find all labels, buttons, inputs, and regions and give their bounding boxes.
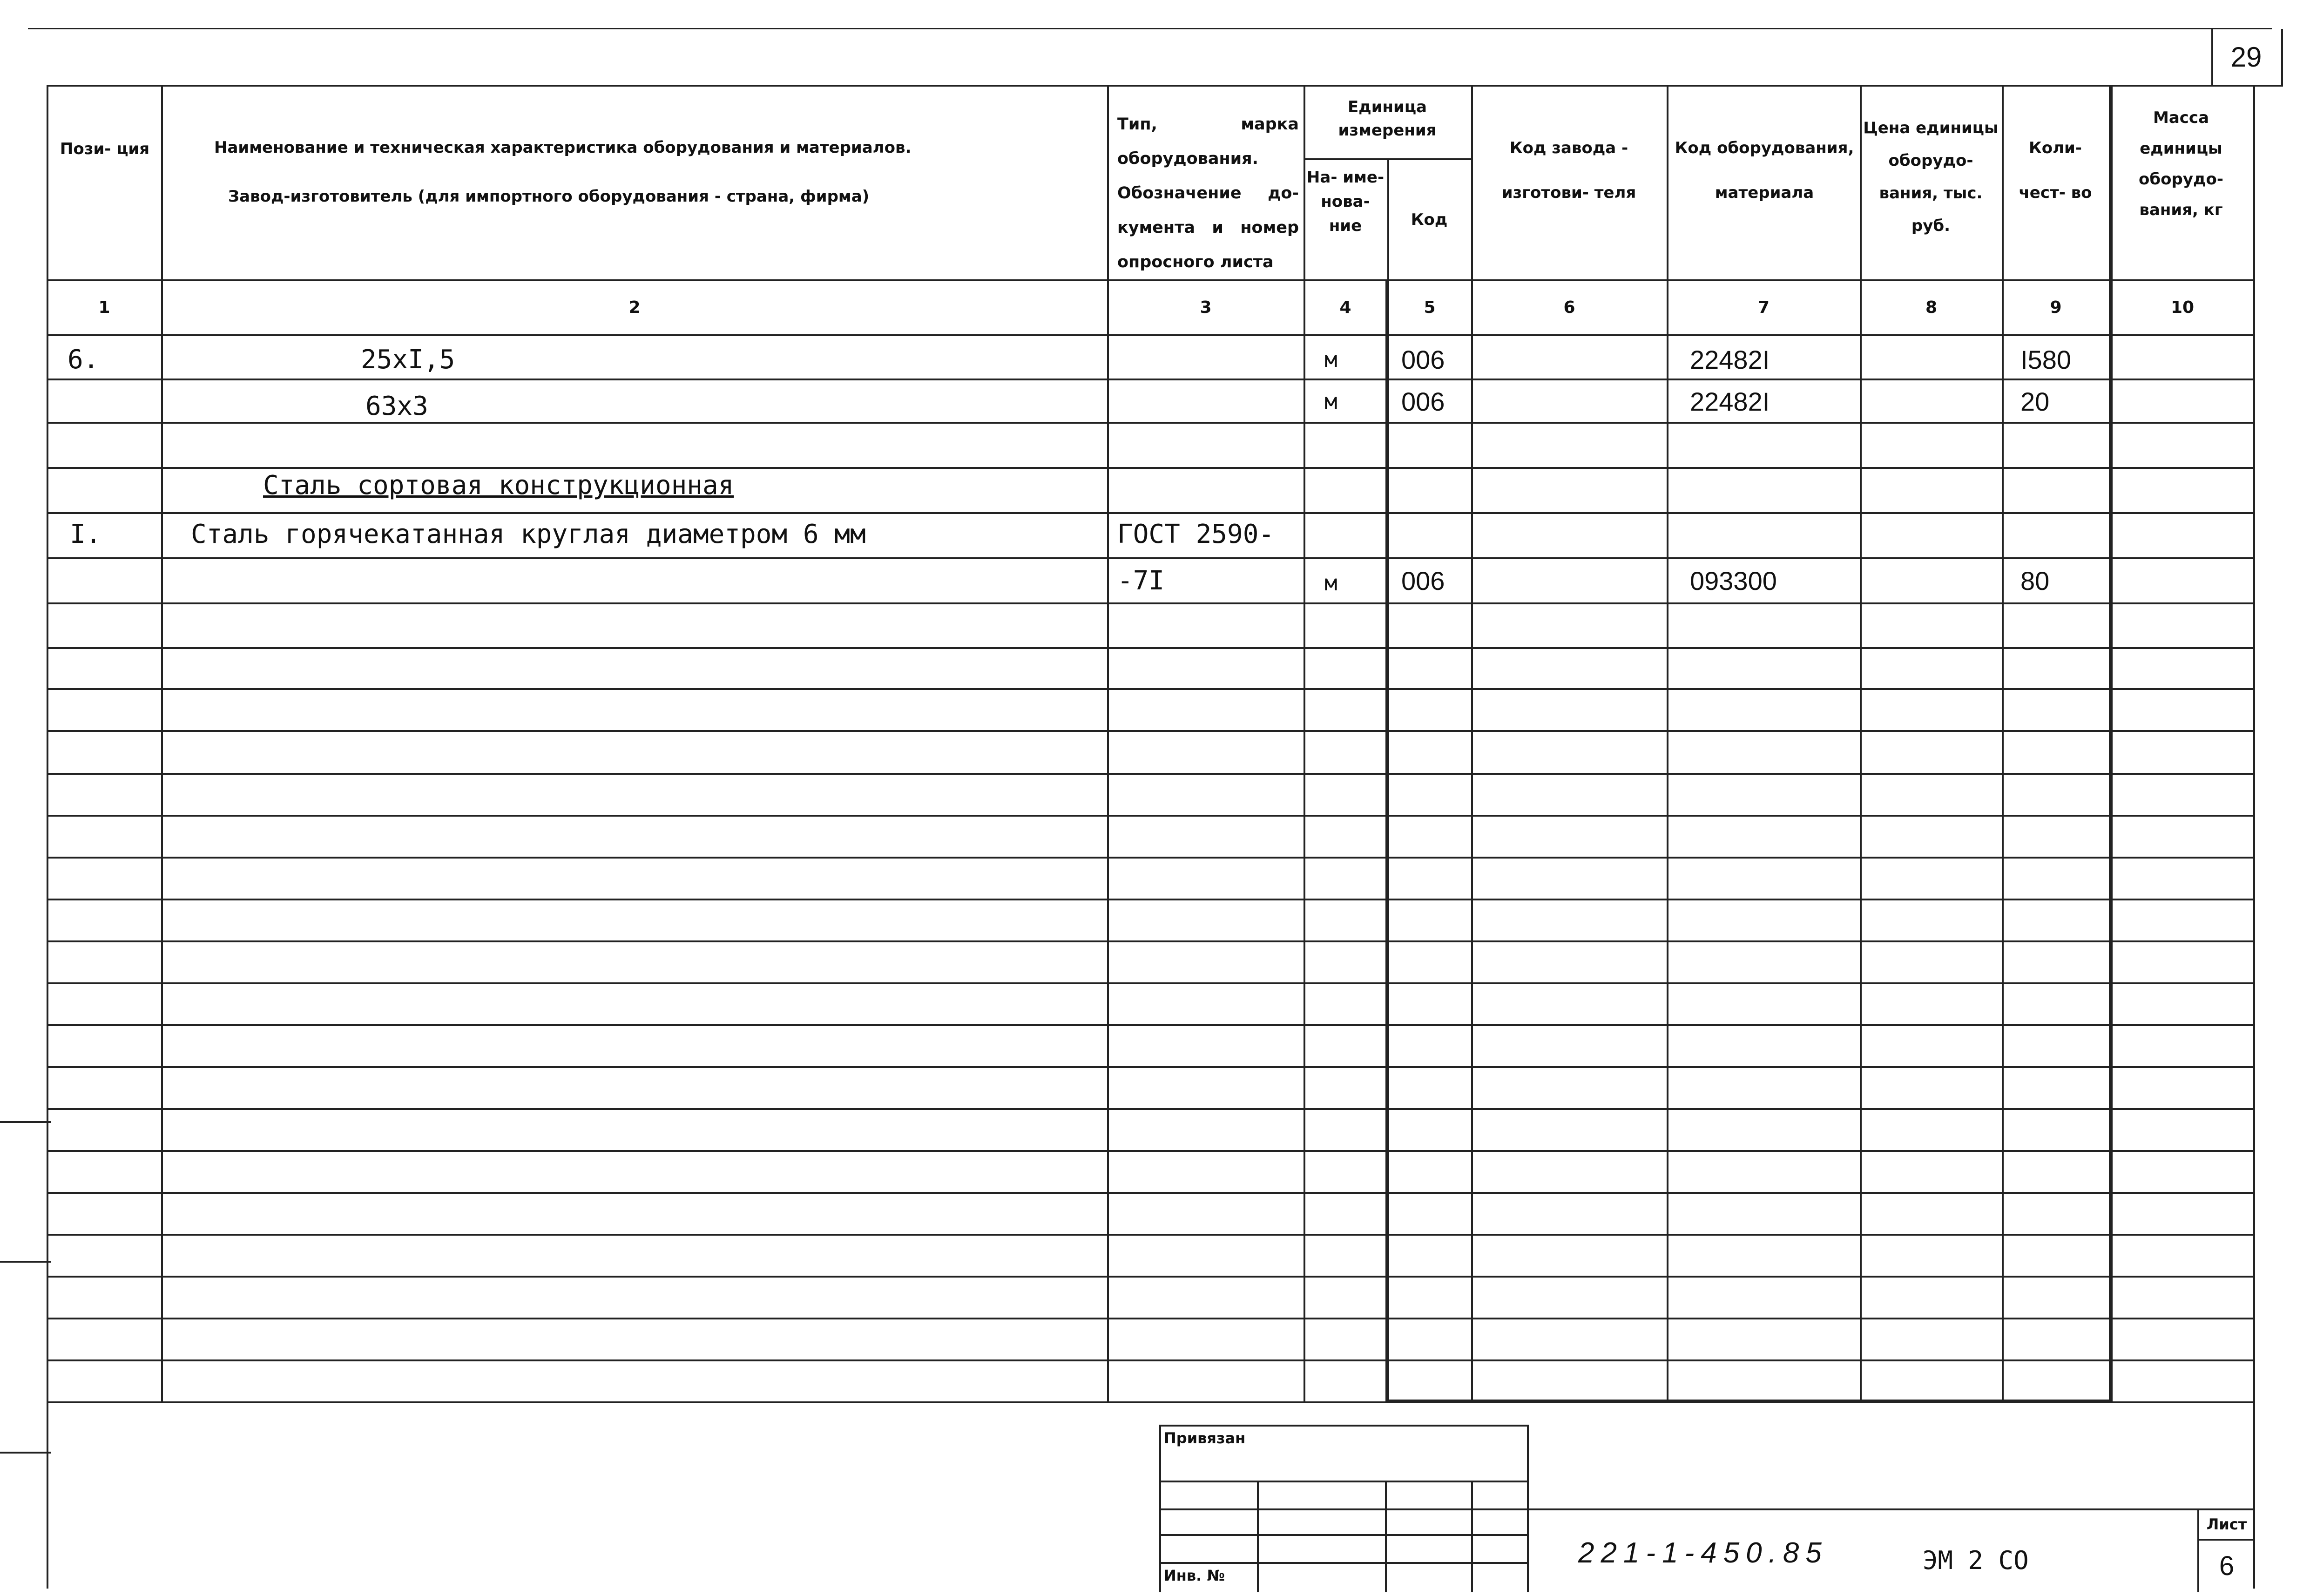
table-row-rule (47, 1359, 2253, 1361)
doc-mark: ЭМ 2 СО (1923, 1546, 2029, 1575)
row2-name: 63x3 (365, 391, 428, 421)
colnum-7: 7 (1757, 298, 1770, 317)
row1-qty: I580 (2020, 345, 2071, 374)
col-line (1667, 85, 1668, 1403)
row6-mat: 093300 (1690, 566, 1777, 595)
col-line (1471, 85, 1473, 1403)
row2-mat: 22482I (1690, 387, 1770, 416)
row1-mat: 22482I (1690, 345, 1770, 374)
binding-mark (0, 1121, 51, 1123)
col-line (1860, 85, 1862, 1403)
row1-pos: 6. (68, 345, 99, 375)
table-row-rule (47, 1024, 2253, 1026)
header-col1: Пози- ция (60, 140, 150, 158)
header-col3: Тип, марка оборудования. Обозначение до- кумента и номер опросного листа (1117, 115, 1299, 271)
header-col2-line1: Наименование и техническая характеристика оборудования и материалов. (214, 138, 912, 157)
sheet-number: 6 (2219, 1551, 2235, 1581)
col-line-thick (1385, 279, 1389, 1403)
page-box-right (2281, 29, 2283, 87)
colnum-4: 4 (1339, 298, 1351, 317)
top-rule (28, 28, 2272, 29)
sheet-label: Лист (2206, 1515, 2247, 1533)
row5-doc: ГОСТ 2590- (1117, 519, 1275, 549)
stamp-linked: Привязан (1164, 1429, 1246, 1447)
table-row-rule (47, 815, 2253, 817)
binding-mark (0, 1452, 51, 1454)
row6-code: 006 (1401, 566, 1445, 595)
table-row-rule (47, 1318, 2253, 1319)
colnum-bottom (47, 334, 2253, 336)
doc-code: 221-1-450.85 (1578, 1537, 1828, 1569)
stamp-right (1527, 1425, 1529, 1592)
table-row-rule (47, 379, 2253, 380)
stamp-col (1257, 1481, 1259, 1592)
header-col2-line2: Завод-изготовитель (для импортного оборудования - страна, фирма) (228, 187, 870, 206)
col-line (1304, 85, 1305, 1403)
col-line-thick (2109, 85, 2113, 1403)
sheet-box-left (2197, 1508, 2199, 1592)
colnum-3: 3 (1200, 298, 1212, 317)
header-col8: Цена единицы оборудо- вания, тыс. руб. (1863, 119, 1999, 235)
header-col10: Масса единицы оборудо- вания, кг (2139, 108, 2223, 219)
table-row-rule (47, 602, 2253, 604)
table-row-rule (47, 1276, 2253, 1278)
sheet-box-line (2197, 1539, 2253, 1541)
frame-top (47, 85, 2283, 87)
table-row-rule (47, 899, 2253, 900)
table-row-rule (47, 557, 2253, 559)
table-row-rule (47, 1108, 2253, 1110)
row1-name: 25xI,5 (361, 345, 455, 375)
stamp-col (1471, 1481, 1473, 1592)
unit-group-line (1304, 158, 1471, 160)
col-line (1387, 158, 1389, 279)
row1-code: 006 (1401, 345, 1445, 374)
table-row-rule (47, 1150, 2253, 1152)
table-row-rule (47, 940, 2253, 942)
colnum-10: 10 (2170, 298, 2195, 317)
page-number: 29 (2230, 41, 2262, 73)
section-title: Сталь сортовая конструкционная (263, 470, 734, 500)
table-row-rule (47, 982, 2253, 984)
stamp-line (1159, 1508, 2253, 1510)
table-bottom (47, 1401, 2253, 1403)
stamp-inv: Инв. № (1164, 1567, 1225, 1584)
header-col4: На- име- нова- ние (1306, 168, 1385, 235)
table-row-rule (47, 647, 2253, 649)
binding-mark (0, 1261, 51, 1263)
row5-pos: I. (70, 519, 101, 549)
table-row-rule (47, 857, 2253, 859)
table-row-rule (47, 1192, 2253, 1194)
table-row-rule (47, 422, 2253, 424)
table-row-rule (47, 688, 2253, 690)
row6-doc: -7I (1117, 566, 1165, 596)
table-row-rule (47, 512, 2253, 514)
header-col7: Код оборудования, материала (1675, 139, 1854, 202)
table-row-rule (47, 730, 2253, 732)
header-unit-group: Единица измерения (1338, 98, 1437, 140)
table-row-rule (47, 1066, 2253, 1068)
table-row-rule (47, 773, 2253, 775)
colnum-2: 2 (628, 298, 641, 317)
stamp-top (1159, 1425, 1527, 1427)
page-box-left (2211, 29, 2213, 87)
header-col9: Коли- чест- во (2019, 139, 2092, 202)
stamp-left (1159, 1425, 1161, 1592)
row6-qty: 80 (2020, 566, 2050, 595)
row2-qty: 20 (2020, 387, 2050, 416)
col-line (1107, 85, 1109, 1403)
header-bottom (47, 279, 2253, 281)
header-col5: Код (1411, 210, 1448, 229)
stamp-col (1385, 1481, 1387, 1592)
colnum-1: 1 (98, 298, 110, 317)
colnum-9: 9 (2050, 298, 2062, 317)
header-col6: Код завода - изготови- теля (1501, 139, 1636, 202)
row6-unit: м (1324, 570, 1337, 595)
row5-name: Сталь горячекатанная круглая диаметром 6 мм (191, 519, 866, 549)
colnum-5: 5 (1424, 298, 1436, 317)
col-line (161, 85, 163, 1403)
table-row-rule (47, 1234, 2253, 1236)
colnum-8: 8 (1925, 298, 1938, 317)
col-line (2002, 85, 2004, 1403)
row2-unit: м (1324, 389, 1337, 414)
colnum-6: 6 (1563, 298, 1575, 317)
frame-right (2253, 85, 2255, 1589)
table-row-rule (47, 467, 2253, 469)
row2-code: 006 (1401, 387, 1445, 416)
row1-unit: м (1324, 347, 1337, 372)
